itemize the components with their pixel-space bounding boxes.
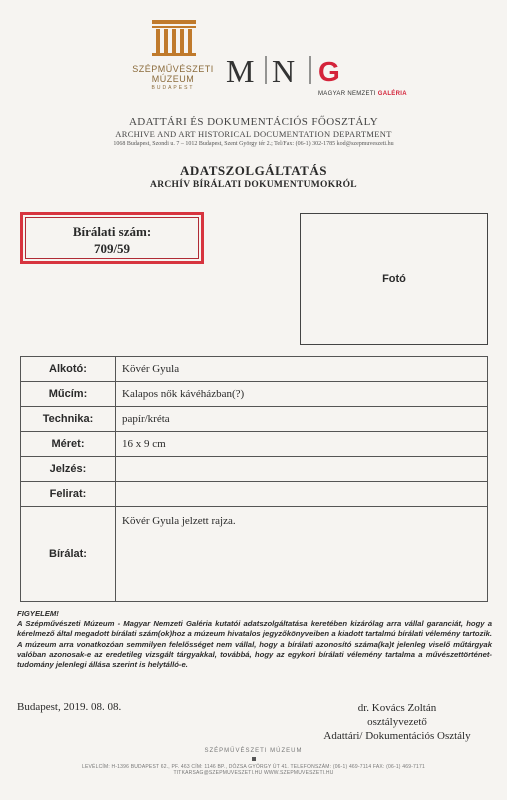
mng-caption-plain: MAGYAR NEMZETI — [318, 91, 376, 97]
footer-contact-line2: TITKARSAG@SZEPMUVESZETI.HU WWW.SZEPMUVESZETI.HU — [173, 770, 334, 776]
size-label: Méret: — [21, 432, 116, 457]
footer-contact-line1: LEVÉLCÍM: H-1396 BUDAPEST 62., PF. 463 CÍM: 1146 BP., DÓZSA GYÖRGY ÚT 41. TELEFONSZÁM: (06-1) 469-7114 FAX: (06-1) 469-7171 — [82, 764, 425, 770]
department-address: 1068 Budapest, Szondi u. 7 – 1012 Budapest, Szent György tér 2.; Tel/Fax: (06-1) 302-1785 kod@szepmuveszeti.hu — [113, 141, 394, 147]
table-row — [21, 407, 488, 432]
technique-value: papír/kréta — [116, 407, 488, 432]
museum-logo-line2: MÚZEUM — [151, 74, 195, 84]
document-subtitle: ARCHÍV BÍRÁLATI DOKUMENTUMOKRÓL — [150, 180, 357, 190]
table-row — [21, 482, 488, 507]
museum-logo-text — [118, 64, 228, 91]
mng-caption — [318, 91, 407, 97]
artist-label: Alkotó: — [21, 357, 116, 382]
footer-mark-icon — [252, 757, 256, 761]
title-label: Műcím: — [21, 382, 116, 407]
size-value: 16 x 9 cm — [116, 432, 488, 457]
review-label: Bírálat: — [21, 507, 116, 602]
warning-text: A Szépművészeti Múzeum - Magyar Nemzeti Galéria kutatói adatszolgáltatása keretében kizárólag arra vállal garanciát, hogy a kérelmező által megadott bírálati szám(ok)hoz a múzeum hivatalos jegyzőkönyveiben a kiadott tartalmú bírálati vélemény tartozik. A múzeum arra vonatkozóan semmilyen felelősséget nem vállal, hogy a bírálati azonosító száma(ka)t jelenleg viselő műtárgyak valóban azonosak-e az eredetileg vizsgált tárgyakkal, továbbá, hogy az egykori bírálati vélemény tartalma a művészettörténet-tudomány jelenlegi állása szerint is helytálló-e. — [17, 619, 492, 670]
table-row — [21, 357, 488, 382]
page-footer — [0, 748, 507, 776]
title-value: Kalapos nők kávéházban(?) — [116, 382, 488, 407]
reference-label: Bírálati szám: — [72, 224, 152, 239]
signature-label: Jelzés: — [21, 457, 116, 482]
document-title: ADATSZOLGÁLTATÁS — [180, 163, 327, 178]
signature-block — [302, 701, 492, 743]
signer-role: osztályvezető — [367, 716, 427, 728]
photo-placeholder — [300, 213, 488, 345]
warning-notice — [17, 609, 492, 670]
inscription-label: Felirat: — [21, 482, 116, 507]
photo-label: Fotó — [382, 273, 406, 285]
museum-logo-line3: BUDAPEST — [151, 85, 195, 91]
signature-value — [116, 457, 488, 482]
warning-heading: FIGYELEM! — [17, 609, 59, 618]
museum-logo-icon — [150, 20, 198, 56]
signer-department: Adattári/ Dokumentációs Osztály — [323, 730, 471, 742]
department-header — [0, 116, 507, 147]
department-name-en: ARCHIVE AND ART HISTORICAL DOCUMENTATION DEPARTMENT — [115, 129, 392, 139]
reference-number: 709/59 — [93, 241, 131, 256]
mng-caption-accent: GALÉRIA — [377, 91, 407, 97]
artist-value: Kövér Gyula — [116, 357, 488, 382]
table-row — [21, 457, 488, 482]
footer-museum: SZÉPMŰVÉSZETI MÚZEUM — [204, 748, 303, 754]
signer-name: dr. Kovács Zoltán — [357, 702, 437, 714]
museum-logo-line1: SZÉPMŰVÉSZETI — [132, 64, 214, 74]
table-row — [21, 432, 488, 457]
place-date: Budapest, 2019. 08. 08. — [17, 701, 122, 713]
inscription-value — [116, 482, 488, 507]
technique-label: Technika: — [21, 407, 116, 432]
artwork-info-table — [20, 356, 488, 602]
mng-logo-g: G — [318, 56, 340, 87]
reference-box — [20, 212, 204, 264]
table-row — [21, 507, 488, 602]
svg-text:M: M — [226, 53, 255, 89]
review-value: Kövér Gyula jelzett rajza. — [116, 507, 488, 602]
department-name-hu: ADATTÁRI ÉS DOKUMENTÁCIÓS FŐOSZTÁLY — [128, 116, 379, 128]
svg-text:N: N — [272, 53, 296, 89]
table-row — [21, 382, 488, 407]
